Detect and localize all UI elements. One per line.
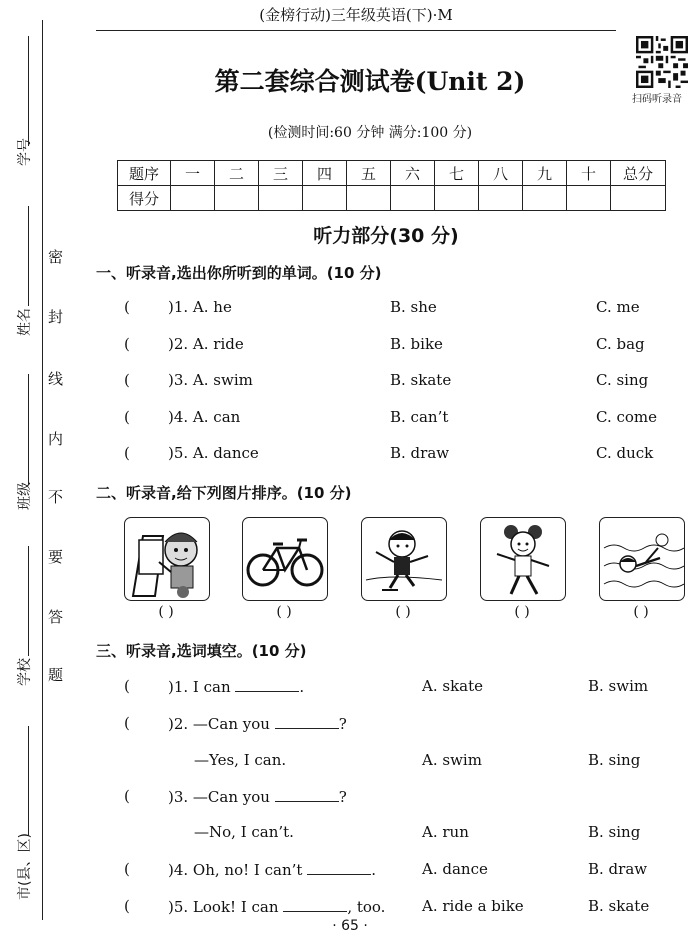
score-table-header-row — [118, 161, 666, 186]
option-b: B. can’t — [390, 408, 449, 426]
option-a: )2. A. ride — [168, 335, 244, 353]
question-text: )1. I can — [168, 678, 236, 696]
header-rule — [96, 30, 616, 31]
seal-char: 线 — [48, 370, 64, 388]
picture-answer-paren[interactable]: ( ) — [633, 604, 649, 620]
option-c: C. me — [596, 298, 640, 316]
seal-char: 要 — [48, 548, 64, 566]
option-a: A. skate — [422, 677, 484, 695]
option-c: C. come — [596, 408, 658, 426]
score-input-cell[interactable] — [479, 186, 523, 211]
side-label-city: 市(县、区) — [17, 833, 33, 900]
fill-blank[interactable] — [283, 897, 347, 912]
fill-blank[interactable] — [307, 860, 371, 875]
score-header-cell: 二 — [215, 161, 259, 186]
option-c: C. duck — [596, 444, 654, 462]
score-table-score-row — [118, 186, 666, 211]
score-header-cell: 六 — [391, 161, 435, 186]
picture-answer-paren[interactable]: ( ) — [514, 604, 530, 620]
list-item — [124, 823, 684, 847]
option-a: )5. A. dance — [168, 444, 259, 462]
list-item — [124, 860, 684, 884]
option-b: B. draw — [588, 860, 648, 878]
answer-text: —Yes, I can. — [194, 751, 287, 769]
score-header-cell: 九 — [523, 161, 567, 186]
swimming-kid-icon — [599, 517, 685, 601]
option-c: C. sing — [596, 371, 649, 389]
skating-kid-icon — [361, 517, 447, 601]
score-header-cell: 七 — [435, 161, 479, 186]
drawing-boy-icon — [124, 517, 210, 601]
option-b: B. swim — [588, 677, 649, 695]
score-input-cell[interactable] — [259, 186, 303, 211]
option-a: A. swim — [422, 751, 482, 769]
option-b: B. skate — [390, 371, 452, 389]
answer-paren[interactable]: ( — [124, 677, 130, 695]
seal-char: 密 — [48, 248, 64, 266]
option-b: B. she — [390, 298, 437, 316]
question-text: )3. —Can you — [168, 788, 275, 806]
page-number: · 65 · — [332, 918, 368, 934]
score-row-label: 得分 — [118, 186, 171, 211]
part1-heading: 一、听录音,选出你所听到的单词。(10 分) — [96, 264, 382, 282]
score-header-cell: 八 — [479, 161, 523, 186]
seal-char: 不 — [48, 488, 64, 506]
score-header-cell: 十 — [567, 161, 611, 186]
answer-paren[interactable]: ( — [124, 897, 130, 915]
list-item — [124, 298, 684, 322]
list-item — [124, 714, 684, 738]
picture-answer-paren[interactable]: ( ) — [158, 604, 174, 620]
seal-char: 答 — [48, 608, 64, 626]
book-header: (金榜行动)三年级英语(下)·M — [259, 6, 453, 24]
answer-paren[interactable]: ( — [124, 335, 130, 353]
picture-answer-paren[interactable]: ( ) — [276, 604, 292, 620]
bicycle-icon — [242, 517, 328, 601]
seal-char: 封 — [48, 308, 64, 326]
answer-paren[interactable]: ( — [124, 787, 130, 805]
part3-heading: 三、听录音,选词填空。(10 分) — [96, 642, 307, 660]
score-input-cell[interactable] — [611, 186, 666, 211]
option-c: C. bag — [596, 335, 645, 353]
question-punct: . — [299, 678, 305, 696]
part2-heading: 二、听录音,给下列图片排序。(10 分) — [96, 484, 352, 502]
option-a: )3. A. swim — [168, 371, 253, 389]
dancing-girl-icon — [480, 517, 566, 601]
answer-paren[interactable]: ( — [124, 298, 130, 316]
side-label-school: 学校 — [17, 658, 33, 686]
fill-blank[interactable] — [235, 677, 299, 692]
option-a: )1. A. he — [168, 298, 232, 316]
side-label-student-id: 学号 — [17, 138, 33, 166]
option-b: B. sing — [588, 823, 641, 841]
question-text: )5. Look! I can — [168, 898, 284, 916]
option-a: A. run — [422, 823, 469, 841]
picture-answer-paren[interactable]: ( ) — [395, 604, 411, 620]
option-a: )4. A. can — [168, 408, 241, 426]
list-item — [124, 787, 684, 811]
score-input-cell[interactable] — [303, 186, 347, 211]
score-input-cell[interactable] — [171, 186, 215, 211]
question-text: )4. Oh, no! I can’t — [168, 861, 308, 879]
question-punct: ? — [338, 715, 347, 733]
side-label-class: 班级 — [17, 482, 33, 510]
seal-char: 内 — [48, 430, 64, 448]
option-a: A. ride a bike — [422, 897, 524, 915]
qr-code-icon[interactable] — [636, 36, 688, 88]
question-text: )2. —Can you — [168, 715, 275, 733]
answer-paren[interactable]: ( — [124, 860, 130, 878]
question-punct: , too. — [347, 898, 386, 916]
score-input-cell[interactable] — [567, 186, 611, 211]
score-header-cell: 四 — [303, 161, 347, 186]
score-input-cell[interactable] — [523, 186, 567, 211]
list-item — [124, 751, 684, 775]
list-item — [124, 408, 684, 432]
question-punct: ? — [338, 788, 347, 806]
option-b: B. draw — [390, 444, 450, 462]
option-a: A. dance — [422, 860, 488, 878]
answer-text: —No, I can’t. — [194, 823, 294, 841]
answer-paren[interactable]: ( — [124, 408, 130, 426]
score-table — [117, 160, 666, 211]
listening-section-title: 听力部分(30 分) — [313, 225, 459, 247]
fill-blank[interactable] — [275, 714, 339, 729]
option-b: B. bike — [390, 335, 443, 353]
page-title: 第二套综合测试卷(Unit 2) — [214, 67, 526, 96]
answer-paren[interactable]: ( — [124, 371, 130, 389]
score-input-cell[interactable] — [347, 186, 391, 211]
question-punct: . — [371, 861, 376, 879]
score-header-cell: 一 — [171, 161, 215, 186]
score-input-cell[interactable] — [391, 186, 435, 211]
list-item — [124, 335, 684, 359]
score-header-cell: 题序 — [118, 161, 171, 186]
list-item — [124, 444, 684, 468]
answer-paren[interactable]: ( — [124, 444, 130, 462]
answer-paren[interactable]: ( — [124, 714, 130, 732]
score-header-cell: 五 — [347, 161, 391, 186]
seal-char: 题 — [48, 666, 64, 684]
qr-caption: 扫码听录音 — [632, 94, 682, 105]
score-header-cell: 三 — [259, 161, 303, 186]
exam-subtitle: (检测时间:60 分钟 满分:100 分) — [267, 125, 473, 141]
score-header-cell: 总分 — [611, 161, 666, 186]
list-item — [124, 371, 684, 395]
option-b: B. sing — [588, 751, 641, 769]
option-b: B. skate — [588, 897, 650, 915]
score-input-cell[interactable] — [215, 186, 259, 211]
list-item — [124, 677, 684, 701]
side-label-name: 姓名 — [17, 308, 33, 336]
fill-blank[interactable] — [275, 787, 339, 802]
score-input-cell[interactable] — [435, 186, 479, 211]
